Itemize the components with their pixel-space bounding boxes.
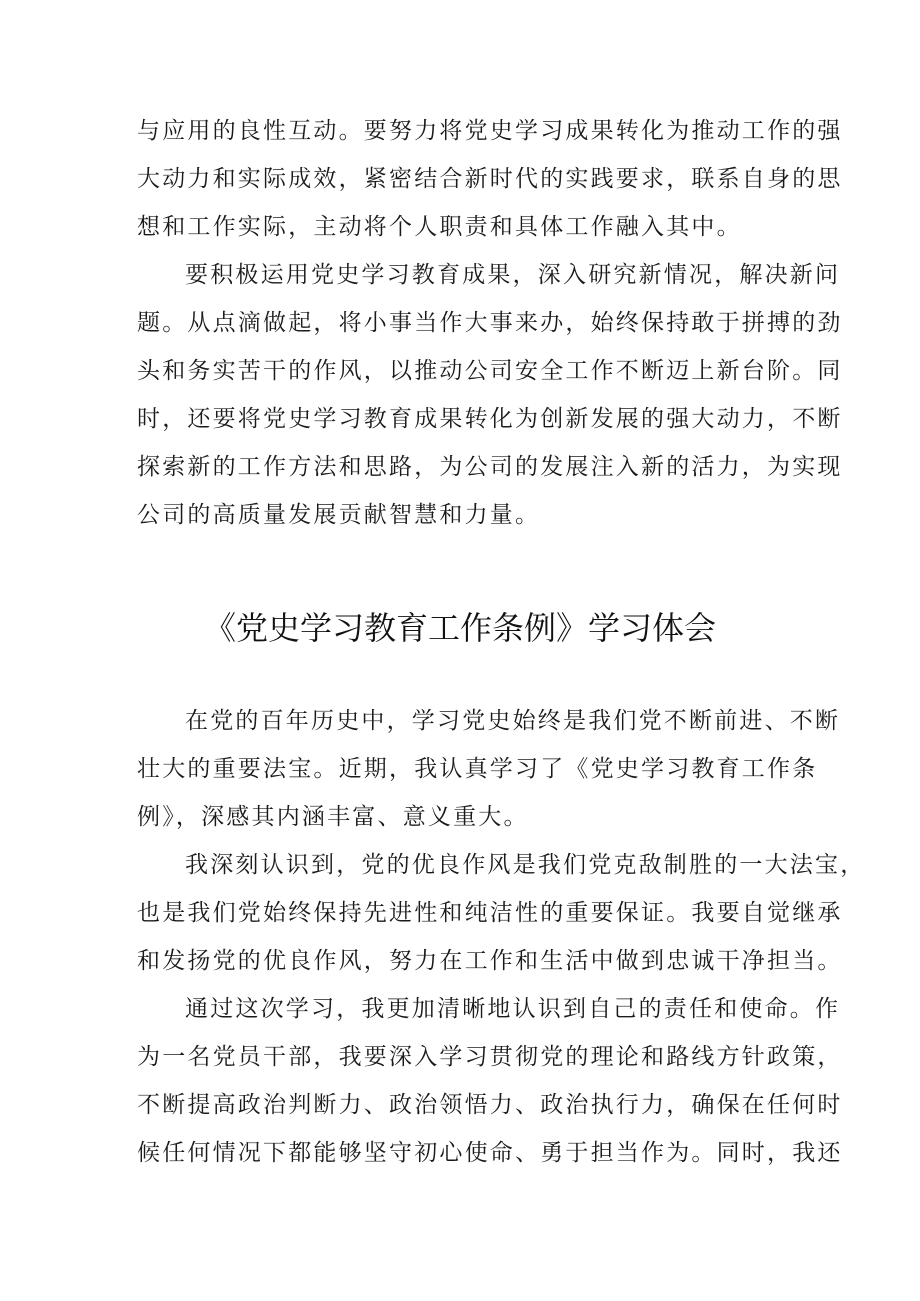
paragraph-line: 想和工作实际，主动将个人职责和具体工作融入其中。	[137, 214, 742, 240]
paragraph-line: 也是我们党始终保持先进性和纯洁性的重要保证。我要自觉继承	[137, 900, 843, 926]
paragraph-line: 候任何情况下都能够坚守初心使命、勇于担当作为。同时，我还	[137, 1140, 843, 1166]
paragraph-line: 大动力和实际成效，紧密结合新时代的实践要求，联系自身的思	[137, 166, 843, 192]
paragraph-line: 公司的高质量发展贡献智慧和力量。	[137, 502, 541, 528]
paragraph-line: 不断提高政治判断力、政治领悟力、政治执行力，确保在任何时	[137, 1092, 843, 1118]
paragraph-line: 在党的百年历史中，学习党史始终是我们党不断前进、不断	[185, 708, 841, 734]
article-title: 《党史学习教育工作条例》学习体会	[203, 609, 716, 647]
paragraph-line: 我深刻认识到，党的优良作风是我们党克敌制胜的一大法宝，	[185, 852, 866, 878]
paragraph-line: 为一名党员干部，我要深入学习贯彻党的理论和路线方针政策，	[137, 1044, 843, 1070]
paragraph-line: 头和务实苦干的作风，以推动公司安全工作不断迈上新台阶。同	[137, 358, 843, 384]
paragraph-line: 探索新的工作方法和思路，为公司的发展注入新的活力，为实现	[137, 454, 843, 480]
paragraph-line: 要积极运用党史学习教育成果，深入研究新情况，解决新问	[185, 262, 841, 288]
paragraph-line: 壮大的重要法宝。近期，我认真学习了《党史学习教育工作条	[137, 756, 818, 782]
paragraph-line: 题。从点滴做起，将小事当作大事来办，始终保持敢于拼搏的劲	[137, 310, 843, 336]
paragraph-line: 时，还要将党史学习教育成果转化为创新发展的强大动力，不断	[137, 406, 843, 432]
paragraph-line: 通过这次学习，我更加清晰地认识到自己的责任和使命。作	[185, 996, 841, 1022]
paragraph-line: 例》，深感其内涵丰富、意义重大。	[137, 804, 529, 830]
paragraph-line: 与应用的良性互动。要努力将党史学习成果转化为推动工作的强	[137, 118, 843, 144]
paragraph-line: 和发扬党的优良作风，努力在工作和生活中做到忠诚干净担当。	[137, 948, 843, 974]
